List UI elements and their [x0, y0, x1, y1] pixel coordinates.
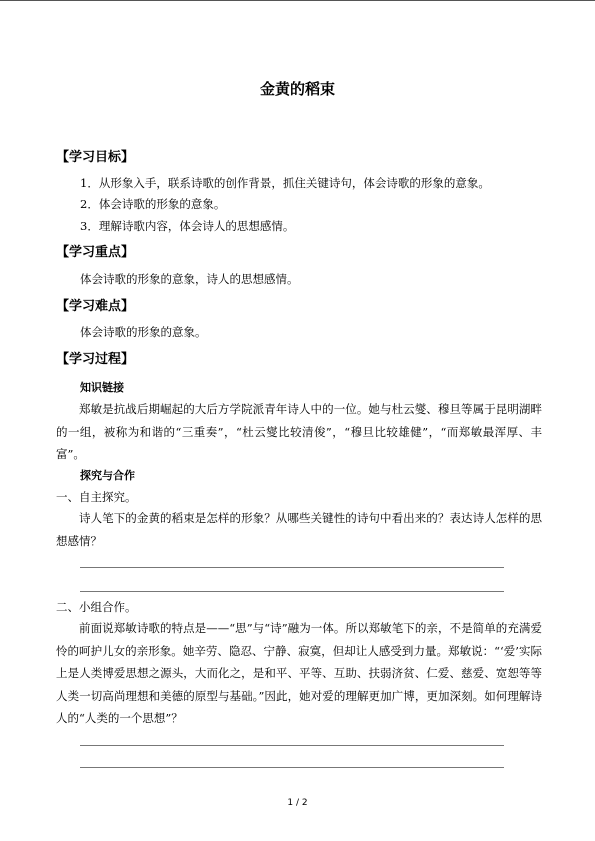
part2-title: 二、小组合作。: [56, 600, 137, 614]
knowledge-link-label: 知识链接: [80, 381, 124, 394]
key-points-heading: 【学习重点】: [56, 245, 135, 260]
explore-label: 探究与合作: [80, 469, 135, 482]
goals-heading: 【学习目标】: [56, 150, 135, 165]
process-heading: 【学习过程】: [56, 352, 135, 367]
knowledge-link-text: 郑敏是抗战后期崛起的大后方学院派青年诗人中的一位。她与杜云燮、穆旦等属于昆明湖畔的一组，被称为和谐的“三重奏”，“杜云燮比较清俊”，“穆旦比较雄健”，“而郑敏最浑厚、丰富”。: [56, 402, 542, 461]
part2-text: 前面说郑敏诗歌的特点是——“思”与“诗”融为一体。所以郑敏笔下的亲，不是简单的充满爱怜的呵护儿女的亲形象。她辛劳、隐忍、宁静、寂寞，但却让人感受到力量。郑敏说：“‘爱’实际上是人类博爱思想之源头，大而化之，是和平、平等、互助、扶弱济贫、仁爱、慈爱、宽恕等等人类一切高尚理想和美德的原型与基础。”因此，她对爱的理解更加广博，更加深刻。如何理解诗人的“人类的一个思想”？: [56, 621, 542, 725]
answer-line-3: [80, 745, 504, 746]
answer-line-2: [80, 591, 504, 592]
answer-line-1: [80, 567, 504, 568]
part1-title: 一、自主探究。: [56, 490, 137, 504]
key-points-text: 体会诗歌的形象的意象，诗人的思想感情。: [80, 272, 299, 286]
part1-question: 诗人笔下的金黄的稻束是怎样的形象？从哪些关键性的诗句中看出来的？表达诗人怎样的思想感情？: [56, 511, 542, 548]
answer-line-4: [80, 767, 504, 768]
page-number: 1 / 2: [287, 798, 308, 808]
page-title: 金黄的稻束: [259, 80, 335, 98]
goal-item-2: 2．体会诗歌的形象的意象。: [80, 197, 226, 211]
difficulties-text: 体会诗歌的形象的意象。: [80, 325, 207, 339]
goal-item-1: 1．从形象入手，联系诗歌的创作背景，抓住关键诗句，体会诗歌的形象的意象。: [80, 176, 490, 190]
goal-item-3: 3．理解诗歌内容，体会诗人的思想感情。: [80, 219, 295, 233]
page-top-border: [0, 0, 595, 1]
difficulties-heading: 【学习难点】: [56, 299, 135, 314]
